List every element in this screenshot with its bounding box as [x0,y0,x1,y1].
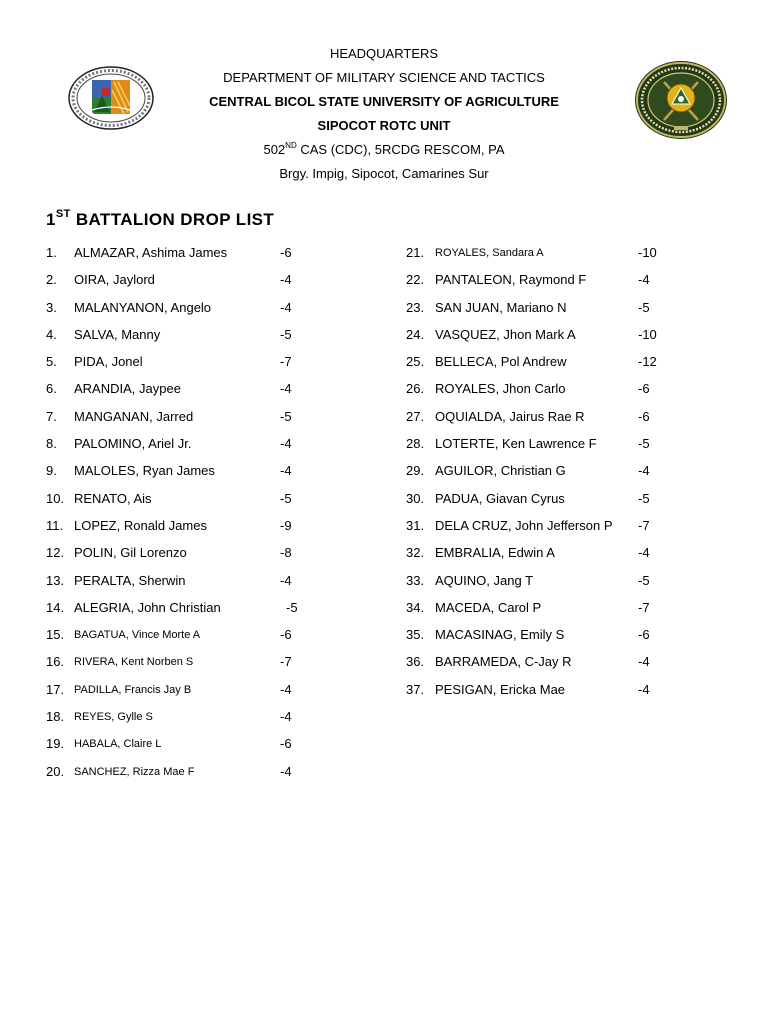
deduction-value: -6 [638,381,650,397]
cadet-name: RENATO, Ais [74,490,152,506]
item-number: 2. [46,272,57,288]
deduction-value: -4 [280,572,292,588]
deduction-value: -5 [638,490,650,506]
cadet-name: MACASINAG, Emily S [435,627,565,643]
deduction-value: -4 [638,654,650,670]
cadet-name: MACEDA, Carol P [435,599,542,615]
item-number: 1. [46,245,57,260]
cadet-name: RIVERA, Kent Norben S [74,656,194,669]
cadet-name: SANCHEZ, Rizza Mae F [74,765,195,778]
item-number: 17. [46,681,65,697]
deduction-value: -10 [638,326,657,342]
deduction-value: -4 [638,545,650,561]
deduction-value: -6 [280,736,292,752]
deduction-value: -4 [280,681,292,697]
item-number: 27. [406,408,425,424]
deduction-value: -6 [280,245,292,260]
cadet-name: LOTERTE, Ken Lawrence F [435,436,597,452]
item-number: 36. [406,654,425,670]
page-title [46,210,274,230]
cadet-name: MALANYANON, Angelo [74,299,212,315]
cadet-name: AQUINO, Jang T [435,572,534,588]
deduction-value: -6 [280,627,292,643]
cadet-name: BAGATUA, Vince Morte A [74,629,201,642]
deduction-value: -9 [280,517,292,533]
item-number: 12. [46,545,65,561]
item-number: 21. [406,245,425,260]
deduction-value: -5 [638,572,650,588]
deduction-value: -7 [638,517,650,533]
item-number: 22. [406,272,425,288]
item-number: 37. [406,681,425,697]
item-number: 32. [406,545,425,561]
cas-line [0,138,768,162]
headquarters-line: HEADQUARTERS [329,46,439,61]
cadet-name: ALEGRIA, John Christian [74,599,221,615]
department-line: DEPARTMENT OF MILITARY SCIENCE AND TACTICS [223,70,545,85]
cadet-name: PIDA, Jonel [74,354,143,370]
item-number: 24. [406,326,425,342]
item-number: 31. [406,517,425,533]
item-number: 25. [406,354,425,370]
cadet-name: MANGANAN, Jarred [74,408,194,424]
item-number: 15. [46,627,65,643]
item-number: 26. [406,381,425,397]
item-number: 5. [46,354,57,370]
item-number: 23. [406,299,425,315]
deduction-value: -4 [280,299,292,315]
item-number: 14. [46,599,65,615]
cas-text: CAS (CDC), 5RCDG RESCOM, PA [296,142,505,157]
deduction-value: -5 [638,436,650,452]
item-number: 13. [46,572,65,588]
deduction-value: -5 [638,299,650,315]
deduction-value: -4 [638,463,650,479]
deduction-value: -8 [280,545,292,561]
item-number: 16. [46,654,65,670]
cadet-name: AGUILOR, Christian G [435,463,566,479]
deduction-value: -10 [638,245,657,260]
cadet-name: POLIN, Gil Lorenzo [74,545,187,561]
title-number: 1 [46,210,56,229]
cadet-name: ROYALES, Sandara A [435,247,544,259]
deduction-value: -7 [280,354,292,370]
cadet-name: PALOMINO, Ariel Jr. [74,436,192,452]
deduction-value: -4 [280,436,292,452]
cadet-name: MALOLES, Ryan James [74,463,215,479]
cadet-name: BELLECA, Pol Andrew [435,354,567,370]
deduction-value: -4 [280,709,292,725]
deduction-value: -4 [280,763,292,779]
item-number: 4. [46,326,57,342]
item-number: 29. [406,463,425,479]
title-ordinal: ST [55,208,71,220]
title-text: BATTALION DROP LIST [70,210,275,229]
cas-ordinal: ND [285,141,297,150]
item-number: 10. [46,490,65,506]
item-number: 9. [46,463,57,479]
cadet-name: SALVA, Manny [74,326,161,342]
letterhead [0,42,768,186]
item-number: 19. [46,736,65,752]
deduction-value: -4 [280,381,292,397]
cadet-name: PANTALEON, Raymond F [435,272,587,288]
cadet-name: ROYALES, Jhon Carlo [435,381,566,397]
item-number: 30. [406,490,425,506]
cadet-name: REYES, Gylle S [74,711,153,724]
cadet-name: OQUIALDA, Jairus Rae R [435,408,585,424]
item-number: 20. [46,763,65,779]
deduction-value: -5 [280,326,292,342]
cadet-name: BARRAMEDA, C-Jay R [435,654,572,670]
cadet-name: EMBRALIA, Edwin A [435,545,555,561]
cadet-name: ARANDIA, Jaypee [74,381,181,397]
item-number: 35. [406,627,425,643]
deduction-value: -5 [286,599,298,615]
cas-number: 502 [263,142,286,157]
deduction-value: -5 [280,408,292,424]
item-number: 3. [46,299,57,315]
cadet-name: DELA CRUZ, John Jefferson P [435,517,613,533]
unit-line: SIPOCOT ROTC UNIT [317,118,451,133]
deduction-value: -5 [280,490,292,506]
item-number: 11. [46,517,64,533]
deduction-value: -7 [280,654,292,670]
address-line: Brgy. Impig, Sipocot, Camarines Sur [279,166,489,181]
item-number: 6. [46,381,57,397]
cadet-name: SAN JUAN, Mariano N [435,299,567,315]
item-number: 7. [46,408,57,424]
cadet-name: ALMAZAR, Ashima James [74,245,228,260]
cadet-name: PADUA, Giavan Cyrus [435,490,565,506]
deduction-value: -4 [280,272,292,288]
cadet-name: VASQUEZ, Jhon Mark A [435,326,576,342]
deduction-value: -4 [280,463,292,479]
deduction-value: -6 [638,408,650,424]
cadet-name: PESIGAN, Ericka Mae [435,681,566,697]
deduction-value: -6 [638,627,650,643]
deduction-value: -12 [638,354,657,370]
cadet-name: OIRA, Jaylord [74,272,155,288]
item-number: 8. [46,436,57,452]
cadet-name: HABALA, Claire L [74,738,162,751]
deduction-value: -4 [638,681,650,697]
item-number: 34. [406,599,425,615]
cadet-name: LOPEZ, Ronald James [74,517,207,533]
cadet-name: PADILLA, Francis Jay B [74,683,192,696]
item-number: 28. [406,436,425,452]
university-line: CENTRAL BICOL STATE UNIVERSITY OF AGRICULTURE [209,94,559,109]
cadet-name: PERALTA, Sherwin [74,572,186,588]
deduction-value: -7 [638,599,650,615]
deduction-value: -4 [638,272,650,288]
item-number: 18. [46,709,65,725]
item-number: 33. [406,572,425,588]
